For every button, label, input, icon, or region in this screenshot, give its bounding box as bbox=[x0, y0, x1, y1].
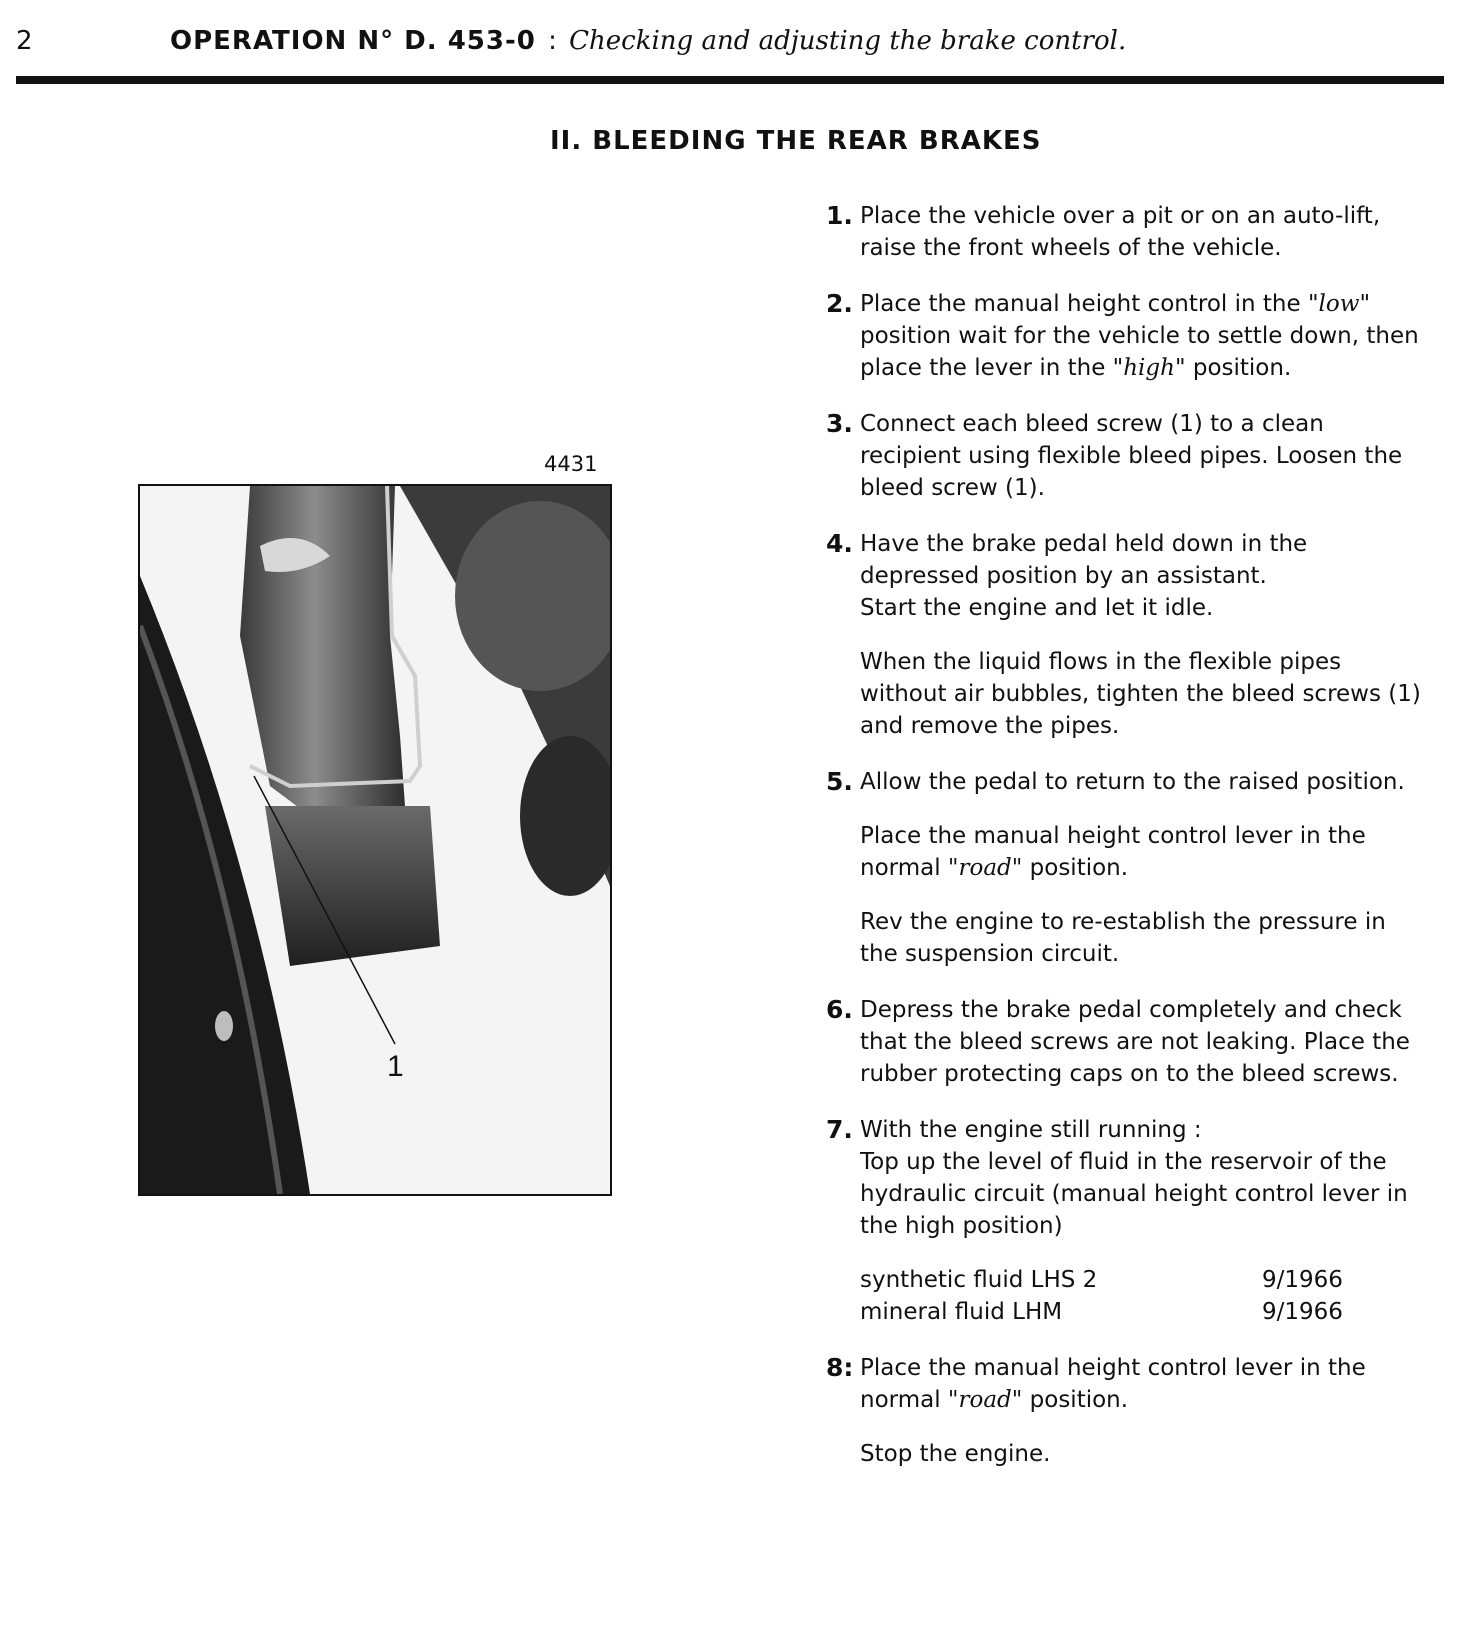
step-7 bbox=[826, 1114, 1426, 1328]
step-number: 4. bbox=[826, 529, 853, 558]
step-text: Place the manual height control in the "low" position wait for the vehicle to settle down, then place the lever in the "high" position. bbox=[860, 291, 1419, 381]
step-number: 7. bbox=[826, 1115, 853, 1144]
figure-number: 4431 bbox=[544, 452, 598, 476]
fluid-date: 9/1966 bbox=[1262, 1299, 1343, 1325]
step-text: Connect each bleed screw (1) to a clean recipient using flexible bleed pipes. Loosen the bleed screw (1). bbox=[860, 411, 1403, 501]
step-note: When the liquid flows in the flexible pipes without air bubbles, tighten the bleed screws (1) and remove the pipes. bbox=[860, 649, 1421, 739]
step-number: 6. bbox=[826, 995, 853, 1024]
step-number: 1. bbox=[826, 201, 853, 230]
fluid-row bbox=[860, 1296, 1426, 1328]
header-separator: : bbox=[548, 26, 557, 56]
step-text: With the engine still running : bbox=[860, 1117, 1202, 1143]
fluid-name: synthetic fluid LHS 2 bbox=[860, 1267, 1098, 1293]
step-8 bbox=[826, 1352, 1426, 1470]
road-instruction: Place the manual height control lever in the normal "road" position. bbox=[860, 1355, 1366, 1413]
step-text-2: Top up the level of fluid in the reservoir of the hydraulic circuit (manual height control lever in the high position) bbox=[860, 1149, 1408, 1239]
road-position: "road" bbox=[947, 855, 1023, 881]
fluid-name: mineral fluid LHM bbox=[860, 1299, 1063, 1325]
step-number: 3. bbox=[826, 409, 853, 438]
fluid-date: 9/1966 bbox=[1262, 1267, 1343, 1293]
rear-brake-photo-illustration bbox=[140, 486, 610, 1194]
section-title: II. BLEEDING THE REAR BRAKES bbox=[550, 126, 1042, 156]
figure-callout-label: 1 bbox=[387, 1050, 404, 1083]
step-number: 2. bbox=[826, 289, 853, 318]
rev-instruction: Rev the engine to re-establish the pressure in the suspension circuit. bbox=[860, 909, 1386, 967]
figure-photo bbox=[138, 484, 612, 1196]
page-number: 2 bbox=[16, 26, 33, 56]
step-text: Depress the brake pedal completely and check that the bleed screws are not leaking. Place the rubber protecting caps on to the bleed screws. bbox=[860, 997, 1410, 1087]
operation-header bbox=[170, 26, 1126, 56]
step-1 bbox=[826, 200, 1426, 264]
low-position: low bbox=[1318, 291, 1360, 317]
fluid-table bbox=[860, 1264, 1426, 1328]
step-4 bbox=[826, 528, 1426, 742]
step-5 bbox=[826, 766, 1426, 970]
step-text: Place the vehicle over a pit or on an auto-lift, raise the front wheels of the vehicle. bbox=[860, 203, 1381, 261]
road-position: "road" bbox=[947, 1387, 1023, 1413]
operation-id: OPERATION N° D. 453-0 bbox=[170, 26, 536, 56]
operation-title: Checking and adjusting the brake control. bbox=[569, 26, 1127, 56]
step-6 bbox=[826, 994, 1426, 1090]
step-3 bbox=[826, 408, 1426, 504]
step-number: 5. bbox=[826, 767, 853, 796]
step-note: Stop the engine. bbox=[860, 1441, 1051, 1467]
step-text: Allow the pedal to return to the raised position. bbox=[860, 769, 1405, 795]
road-instruction: Place the manual height control lever in the normal "road" position. bbox=[860, 823, 1366, 881]
steps-list bbox=[826, 200, 1426, 1494]
step-number: 8: bbox=[826, 1353, 854, 1382]
fluid-row bbox=[860, 1264, 1426, 1296]
header-rule bbox=[16, 76, 1444, 84]
high-position: high bbox=[1123, 355, 1175, 381]
step-2 bbox=[826, 288, 1426, 384]
step-text-2: Start the engine and let it idle. bbox=[860, 595, 1214, 621]
step-text: Have the brake pedal held down in the depressed position by an assistant. bbox=[860, 531, 1308, 589]
